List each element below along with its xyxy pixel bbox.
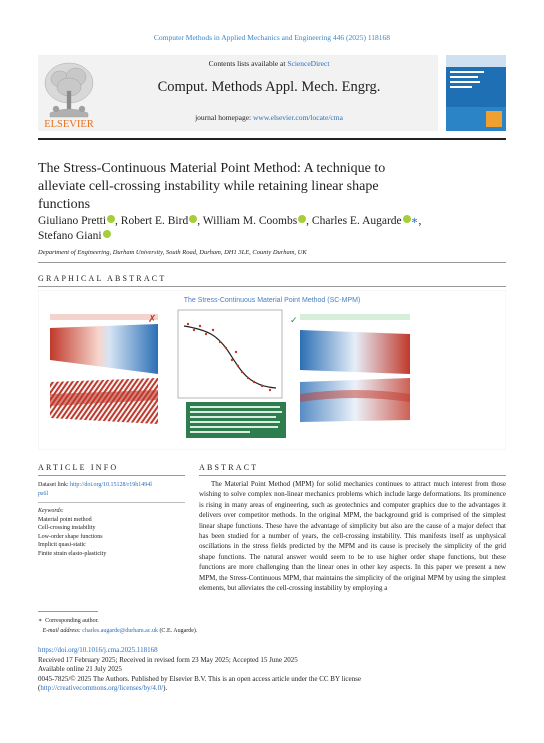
dataset-label: Dataset link:	[38, 482, 70, 488]
stress-field-right-bottom	[300, 378, 410, 422]
header-rule	[38, 138, 506, 140]
available-online: Available online 21 July 2025	[38, 665, 122, 674]
homepage-line	[100, 113, 438, 122]
email-suffix: (C.E. Augarde).	[159, 627, 198, 634]
cross-icon: ✗	[148, 314, 157, 325]
stress-field-right-top	[300, 330, 410, 374]
footnote-rule	[38, 611, 98, 612]
author-2[interactable]: Robert E. Bird	[120, 215, 189, 227]
email-link[interactable]: charles.augarde@durham.ac.uk	[82, 627, 158, 634]
orcid-icon[interactable]	[189, 215, 197, 223]
dataset-link-block	[38, 481, 185, 499]
elsevier-wordmark: ELSEVIER	[44, 119, 94, 129]
orcid-icon[interactable]	[403, 215, 411, 223]
graphical-abstract-heading: GRAPHICAL ABSTRACT	[38, 274, 167, 283]
keyword-item: Implicit quasi-static	[38, 542, 86, 549]
article-info-heading: ARTICLE INFO	[38, 463, 119, 472]
journal-reference[interactable]: Computer Methods in Applied Mechanics and Engineering 446 (2025) 118168	[153, 33, 391, 42]
abstract-heading: ABSTRACT	[199, 463, 259, 472]
orcid-icon[interactable]	[298, 215, 306, 223]
doi-link[interactable]: https://doi.org/10.1016/j.cma.2025.118168	[38, 646, 158, 654]
author-4[interactable]: Charles E. Augarde	[311, 215, 402, 227]
figure-title: The Stress-Continuous Material Point Method (SC-MPM)	[183, 297, 361, 304]
footnote-mark: ∗	[38, 618, 43, 624]
license-link[interactable]: http://creativecommons.org/licenses/by/4.0/	[40, 684, 164, 693]
panel-caption-right	[300, 314, 410, 320]
graphical-abstract-figure[interactable]	[38, 290, 506, 450]
author-separator: ,	[115, 215, 121, 227]
orcid-icon[interactable]	[107, 215, 115, 223]
check-icon: ✓	[290, 316, 298, 326]
email-label: E-mail address:	[42, 627, 81, 634]
corresponding-author-note: Corresponding author.	[45, 618, 99, 624]
affiliation: Department of Engineering, Durham University, South Road, Durham, DH1 3LE, County Durham, UK	[38, 249, 307, 256]
graphical-abstract-rule	[38, 286, 506, 287]
license-text: 0045-7825/© 2025 The Authors. Published by Elsevier B.V. This is an open access article under the CC BY license	[38, 674, 361, 683]
corresponding-author-mark[interactable]: ∗	[410, 215, 419, 227]
footnote	[38, 617, 338, 636]
license-paren-close: ).	[163, 684, 168, 693]
license-paren-open: (	[38, 684, 41, 693]
article-title: The Stress-Continuous Material Point Method: A technique to alleviate cell-crossing instability while retaining linear shape functions	[38, 161, 386, 212]
abstract-text: The Material Point Method (MPM) for solid mechanics continues to attract much interest from those wishing to solve complex non-linear mechanics problems which include large deformations. Its prominence is rising in many areas of engineering, such as geotechnics and computer graphics due to the advantages it delivers over competitor methods. In the original MPM, the background grid is comprised of the simplest linear shape functions. These have the advantage of simplicity but also are the cause of a major defect that has been studied for a number of years, the cell-crossing instability. This manifests itself as unphysical oscillations in the stress fields predicted by the MPM and its cause is precisely the simplicity of the grid shape functions. The natural answer would seem to be to use higher order shape functions, but these functions are more challenging than the linear ones in other key aspects. In this paper we present a new MPM, the Stress-Continuous MPM, that maintains the simplicity of the original MPM by using the simplest elements, but alleviates the cell-crossing instability by employing a	[199, 480, 506, 593]
contents-line	[100, 59, 438, 68]
keywords-block	[38, 507, 185, 559]
keywords-rule	[38, 502, 185, 503]
homepage-link[interactable]: www.elsevier.com/locate/cma	[253, 113, 343, 122]
sciencedirect-link[interactable]: ScienceDirect	[287, 59, 330, 68]
keyword-item: Material point method	[38, 516, 92, 523]
keyword-item: Low-order shape functions	[38, 533, 103, 540]
abstract-rule	[199, 475, 506, 476]
author-separator: ,	[197, 215, 203, 227]
author-3[interactable]: William M. Coombs	[202, 215, 298, 227]
keyword-item: Finite strain elasto-plasticity	[38, 550, 107, 557]
journal-cover-image[interactable]	[446, 55, 506, 131]
dataset-link-continued[interactable]: ps6l	[38, 491, 49, 497]
panel-caption-left	[50, 314, 158, 320]
orcid-icon[interactable]	[103, 230, 111, 238]
affiliation-rule	[38, 262, 506, 263]
contents-prefix: Contents lists available at	[208, 59, 288, 68]
received-dates: Received 17 February 2025; Received in revised form 23 May 2025; Accepted 15 June 2025	[38, 655, 298, 664]
author-5[interactable]: Stefano Giani	[38, 230, 102, 242]
article-footer	[38, 646, 506, 694]
author-separator: ,	[418, 215, 422, 227]
author-list	[38, 214, 458, 244]
elsevier-logo	[38, 57, 100, 129]
author-1[interactable]: Giuliano Pretti	[38, 215, 107, 227]
keywords-label: Keywords:	[38, 508, 64, 514]
keyword-item: Cell-crossing instability	[38, 525, 96, 532]
article-info-rule	[38, 475, 185, 476]
author-separator: ,	[306, 215, 312, 227]
journal-title: Comput. Methods Appl. Mech. Engrg.	[157, 79, 381, 95]
dataset-link[interactable]: http://doi.org/10.15128/r19h1494l	[70, 482, 152, 488]
homepage-prefix: journal homepage:	[195, 113, 253, 122]
